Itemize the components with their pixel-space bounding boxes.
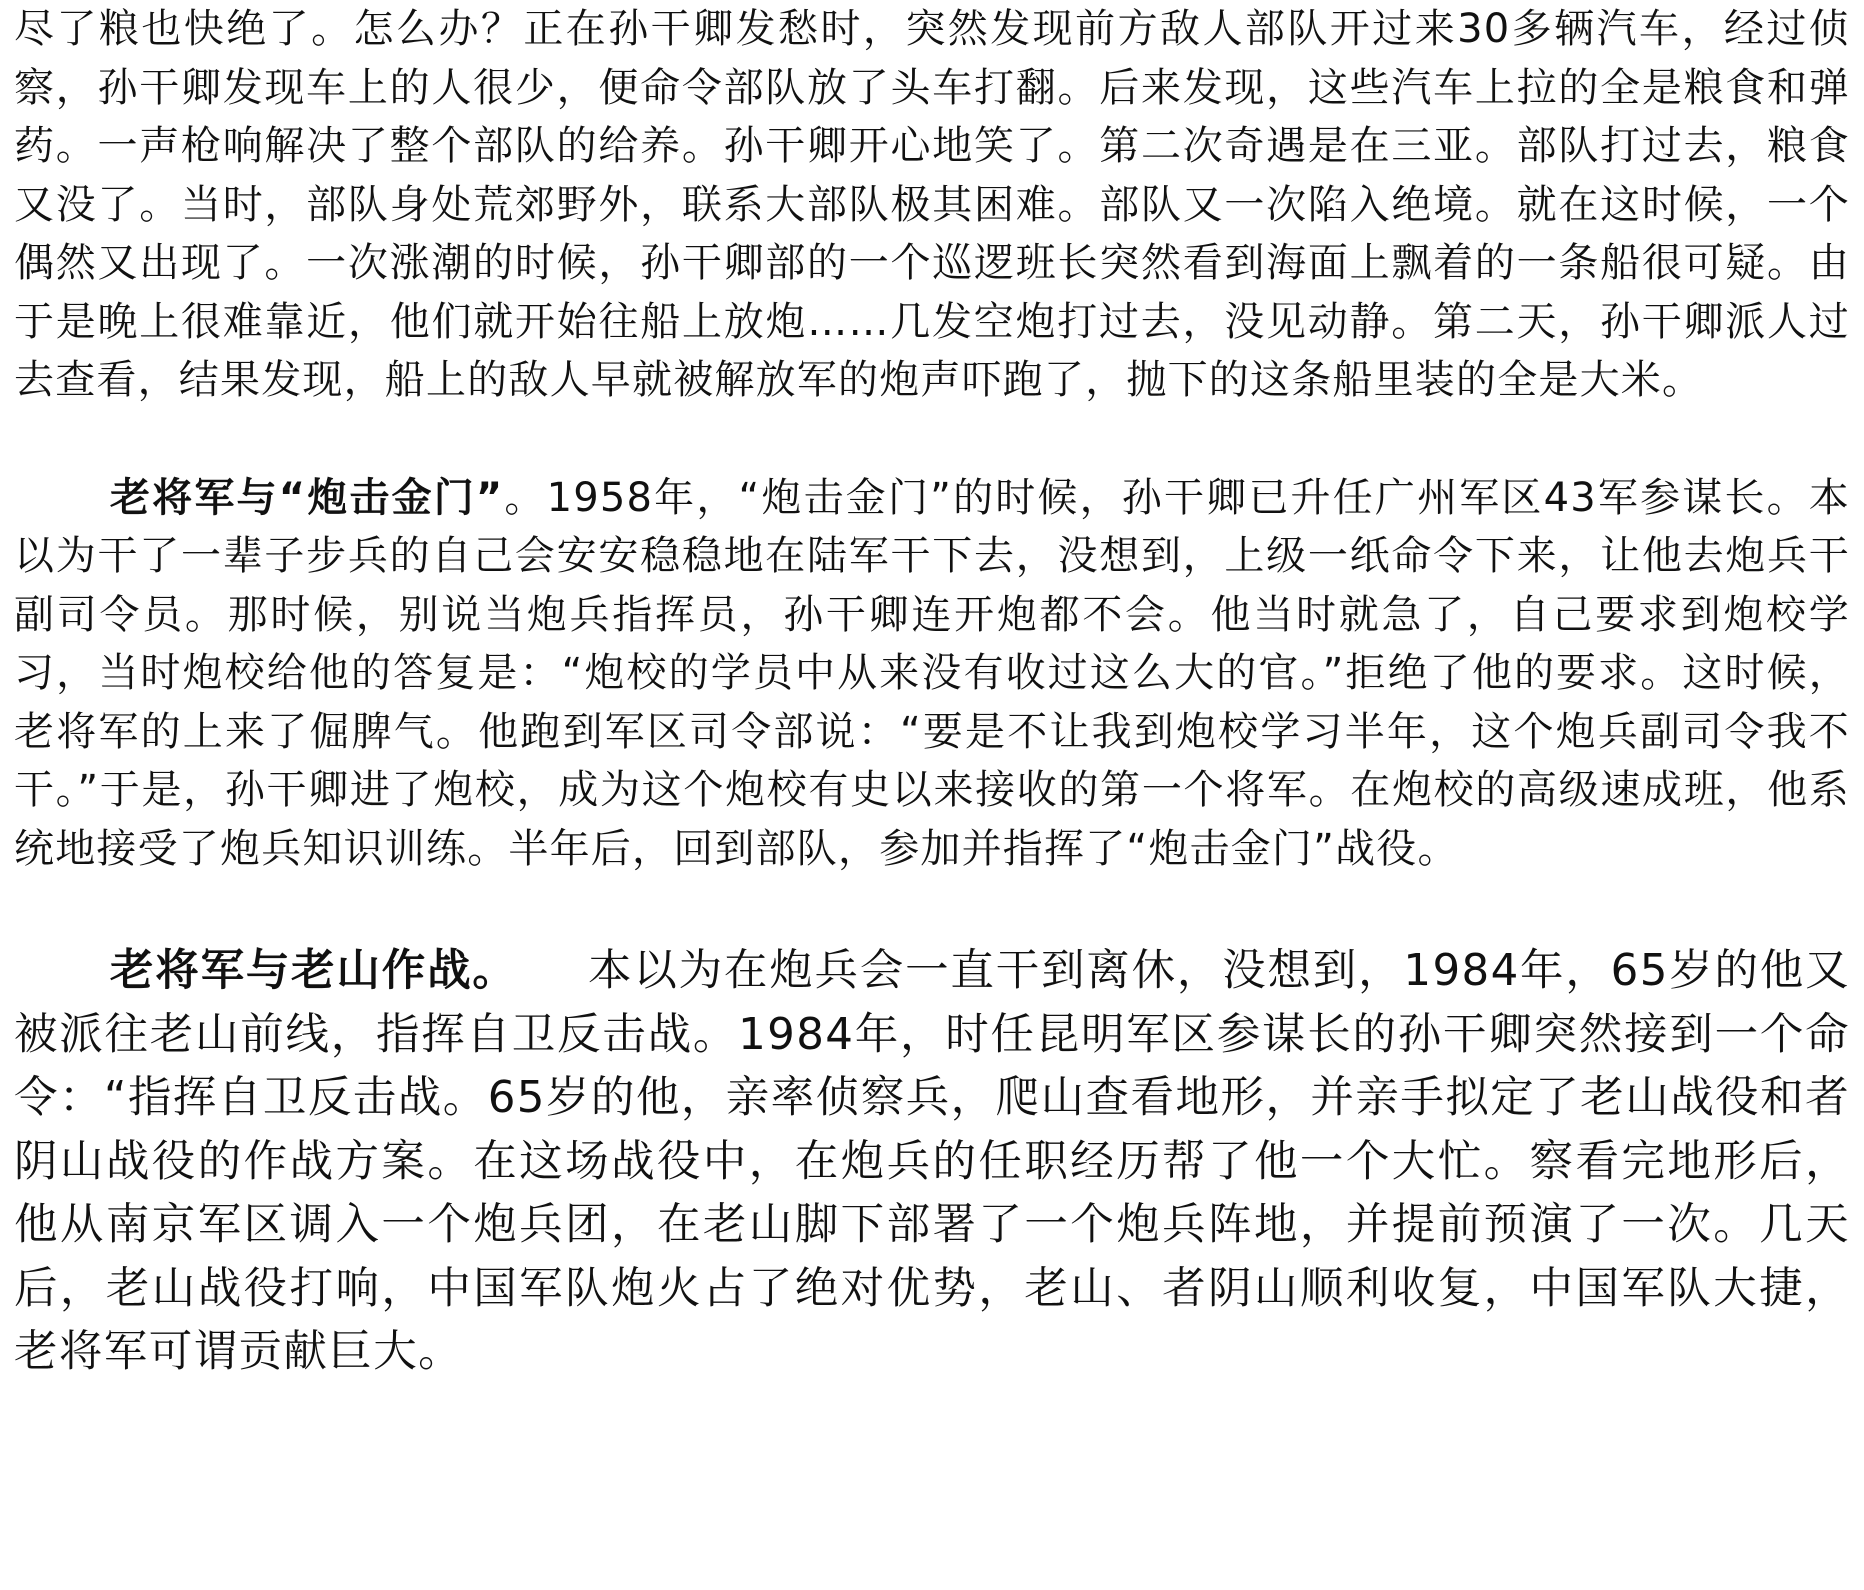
paragraph-laoshan-battle: [14, 940, 1850, 1385]
paragraph-gap: [14, 878, 1850, 940]
paragraph-text: 。1958年，“炮击金门”的时候，孙干卿已升任广州军区43军参谋长。本以为干了一辈子步兵的自己会安安稳稳地在陆军干下去，没想到，上级一纸命令下来，让他去炮兵干副司令员。那时候，别说当炮兵指挥员，孙干卿连开炮都不会。他当时就急了，自己要求到炮校学习，当时炮校给他的答复是：“炮校的学员中从来没有收过这么大的官。”拒绝了他的要求。这时候，老将军的上来了倔脾气。他跑到军区司令部说：“要是不让我到炮校学习半年，这个炮兵副司令我不干。”于是，孙干卿进了炮校，成为这个炮校有史以来接收的第一个将军。在炮校的高级速成班，他系统地接受了炮兵知识训练。半年后，回到部队，参加并指挥了“炮击金门”战役。: [14, 474, 1851, 872]
paragraph-story-continuation: [14, 0, 1850, 410]
paragraph-text: 本以为在炮兵会一直干到离休，没想到，1984年，65岁的他又被派往老山前线，指挥自卫反击战。1984年，时任昆明军区参谋长的孙干卿突然接到一个命令：“指挥自卫反击战。65岁的他，亲率侦察兵，爬山查看地形，并亲手拟定了老山战役和者阴山战役的作战方案。在这场战役中，在炮兵的任职经历帮了他一个大忙。察看完地形后，他从南京军区调入一个炮兵团，在老山脚下部署了一个炮兵阵地，并提前预演了一次。几天后，老山战役打响，中国军队炮火占了绝对优势，老山、者阴山顺利收复，中国军队大捷，老将军可谓贡献巨大。: [14, 946, 1850, 1377]
section-heading: 老将军与“炮击金门”: [110, 474, 504, 521]
paragraph-text: 尽了粮也快绝了。怎么办？正在孙干卿发愁时，突然发现前方敌人部队开过来30多辆汽车，经过侦察，孙干卿发现车上的人很少，便命令部队放了头车打翻。后来发现，这些汽车上拉的全是粮食和弹药。一声枪响解决了整个部队的给养。孙干卿开心地笑了。第二次奇遇是在三亚。部队打过去，粮食又没了。当时，部队身处荒郊野外，联系大部队极其困难。部队又一次陷入绝境。就在这时候，一个偶然又出现了。一次涨潮的时候，孙干卿部的一个巡逻班长突然看到海面上飘着的一条船很可疑。由于是晚上很难靠近，他们就开始往船上放炮……几发空炮打过去，没见动静。第二天，孙干卿派人过去查看，结果发现，船上的敌人早就被解放军的炮声吓跑了，抛下的这条船里装的全是大米。: [14, 6, 1850, 403]
paragraph-kinmen-bombardment: [14, 469, 1850, 879]
document-page: [14, 0, 1850, 1385]
paragraph-gap: [14, 410, 1850, 469]
section-heading: 老将军与老山作战。: [110, 946, 518, 996]
